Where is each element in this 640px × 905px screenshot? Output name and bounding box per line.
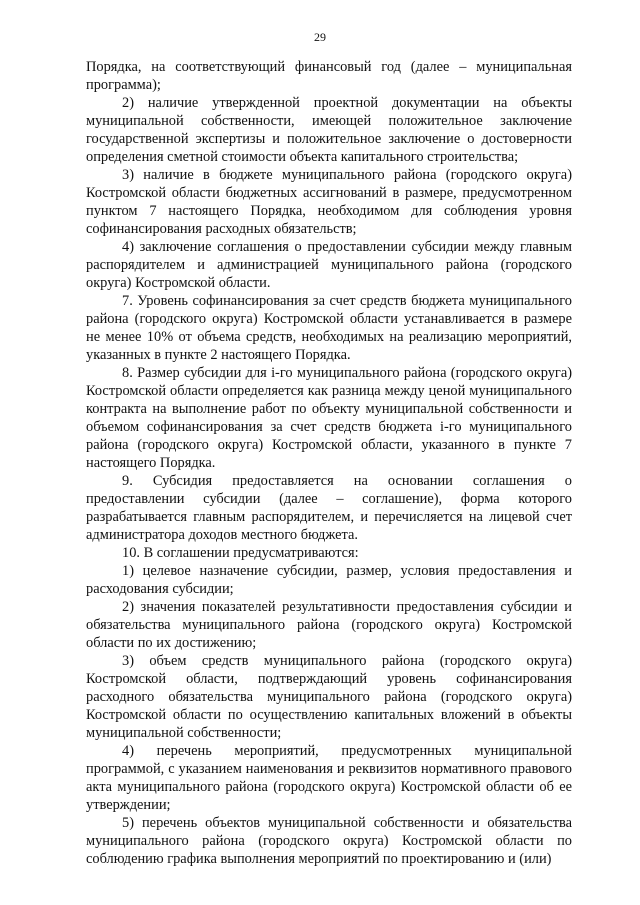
paragraph: 9. Субсидия предоставляется на основании соглашения о предоставлении субсидии (далее – соглашение), форма которого разрабатывается главным распорядителем, и перечисляется на лицевой счет администратора доходов местного бюджета. — [86, 473, 572, 543]
paragraph: 3) объем средств муниципального района (городского округа) Костромской области, подтверждающий уровень софинансирования расходного обязательства муниципального района (городского округа) Костромской области по осуществлению капитальных вложений в объекты муниципальной собственности; — [86, 653, 572, 741]
paragraph: 7. Уровень софинансирования за счет средств бюджета муниципального района (городского округа) Костромской области устанавливается в размере не менее 10% от объема средств, необходимых на реализацию мероприятий, указанных в пункте 2 настоящего Порядка. — [86, 293, 572, 363]
paragraph: 2) наличие утвержденной проектной документации на объекты муниципальной собственности, имеющей положительное заключение государственной экспертизы и положительное заключение о достоверности определения сметной стоимости объекта капитального строительства; — [86, 95, 572, 165]
paragraph: Порядка, на соответствующий финансовый год (далее – муниципальная программа); — [86, 59, 572, 93]
paragraph: 4) перечень мероприятий, предусмотренных муниципальной программой, с указанием наименования и реквизитов нормативного правового акта муниципального района (городского округа) Костромской области об ее утверждении; — [86, 743, 572, 813]
document-body — [86, 58, 572, 868]
paragraph: 8. Размер субсидии для i-го муниципального района (городского округа) Костромской области определяется как разница между ценой муниципального контракта на выполнение работ по объекту муниципальной собственности и объемом софинансирования за счет средств бюджета i-го муниципального района (городского округа) Костромской области, указанного в пункте 7 настоящего Порядка. — [86, 365, 572, 471]
paragraph: 2) значения показателей результативности предоставления субсидии и обязательства муниципального района (городского округа) Костромской области по их достижению; — [86, 599, 572, 651]
page-number: 29 — [314, 30, 326, 44]
paragraph: 3) наличие в бюджете муниципального района (городского округа) Костромской области бюджетных ассигнований в размере, предусмотренном пунктом 7 настоящего Порядка, необходимом для соблюдения уровня софинансирования расходных обязательств; — [86, 167, 572, 237]
paragraph: 1) целевое назначение субсидии, размер, условия предоставления и расходования субсидии; — [86, 563, 572, 597]
paragraph: 5) перечень объектов муниципальной собственности и обязательства муниципального района (городского округа) Костромской области по соблюдению графика выполнения мероприятий по проектированию и (или) — [86, 815, 572, 867]
paragraph: 10. В соглашении предусматриваются: — [122, 545, 359, 561]
paragraph: 4) заключение соглашения о предоставлении субсидии между главным распорядителем и администрацией муниципального района (городского округа) Костромской области. — [86, 239, 572, 291]
